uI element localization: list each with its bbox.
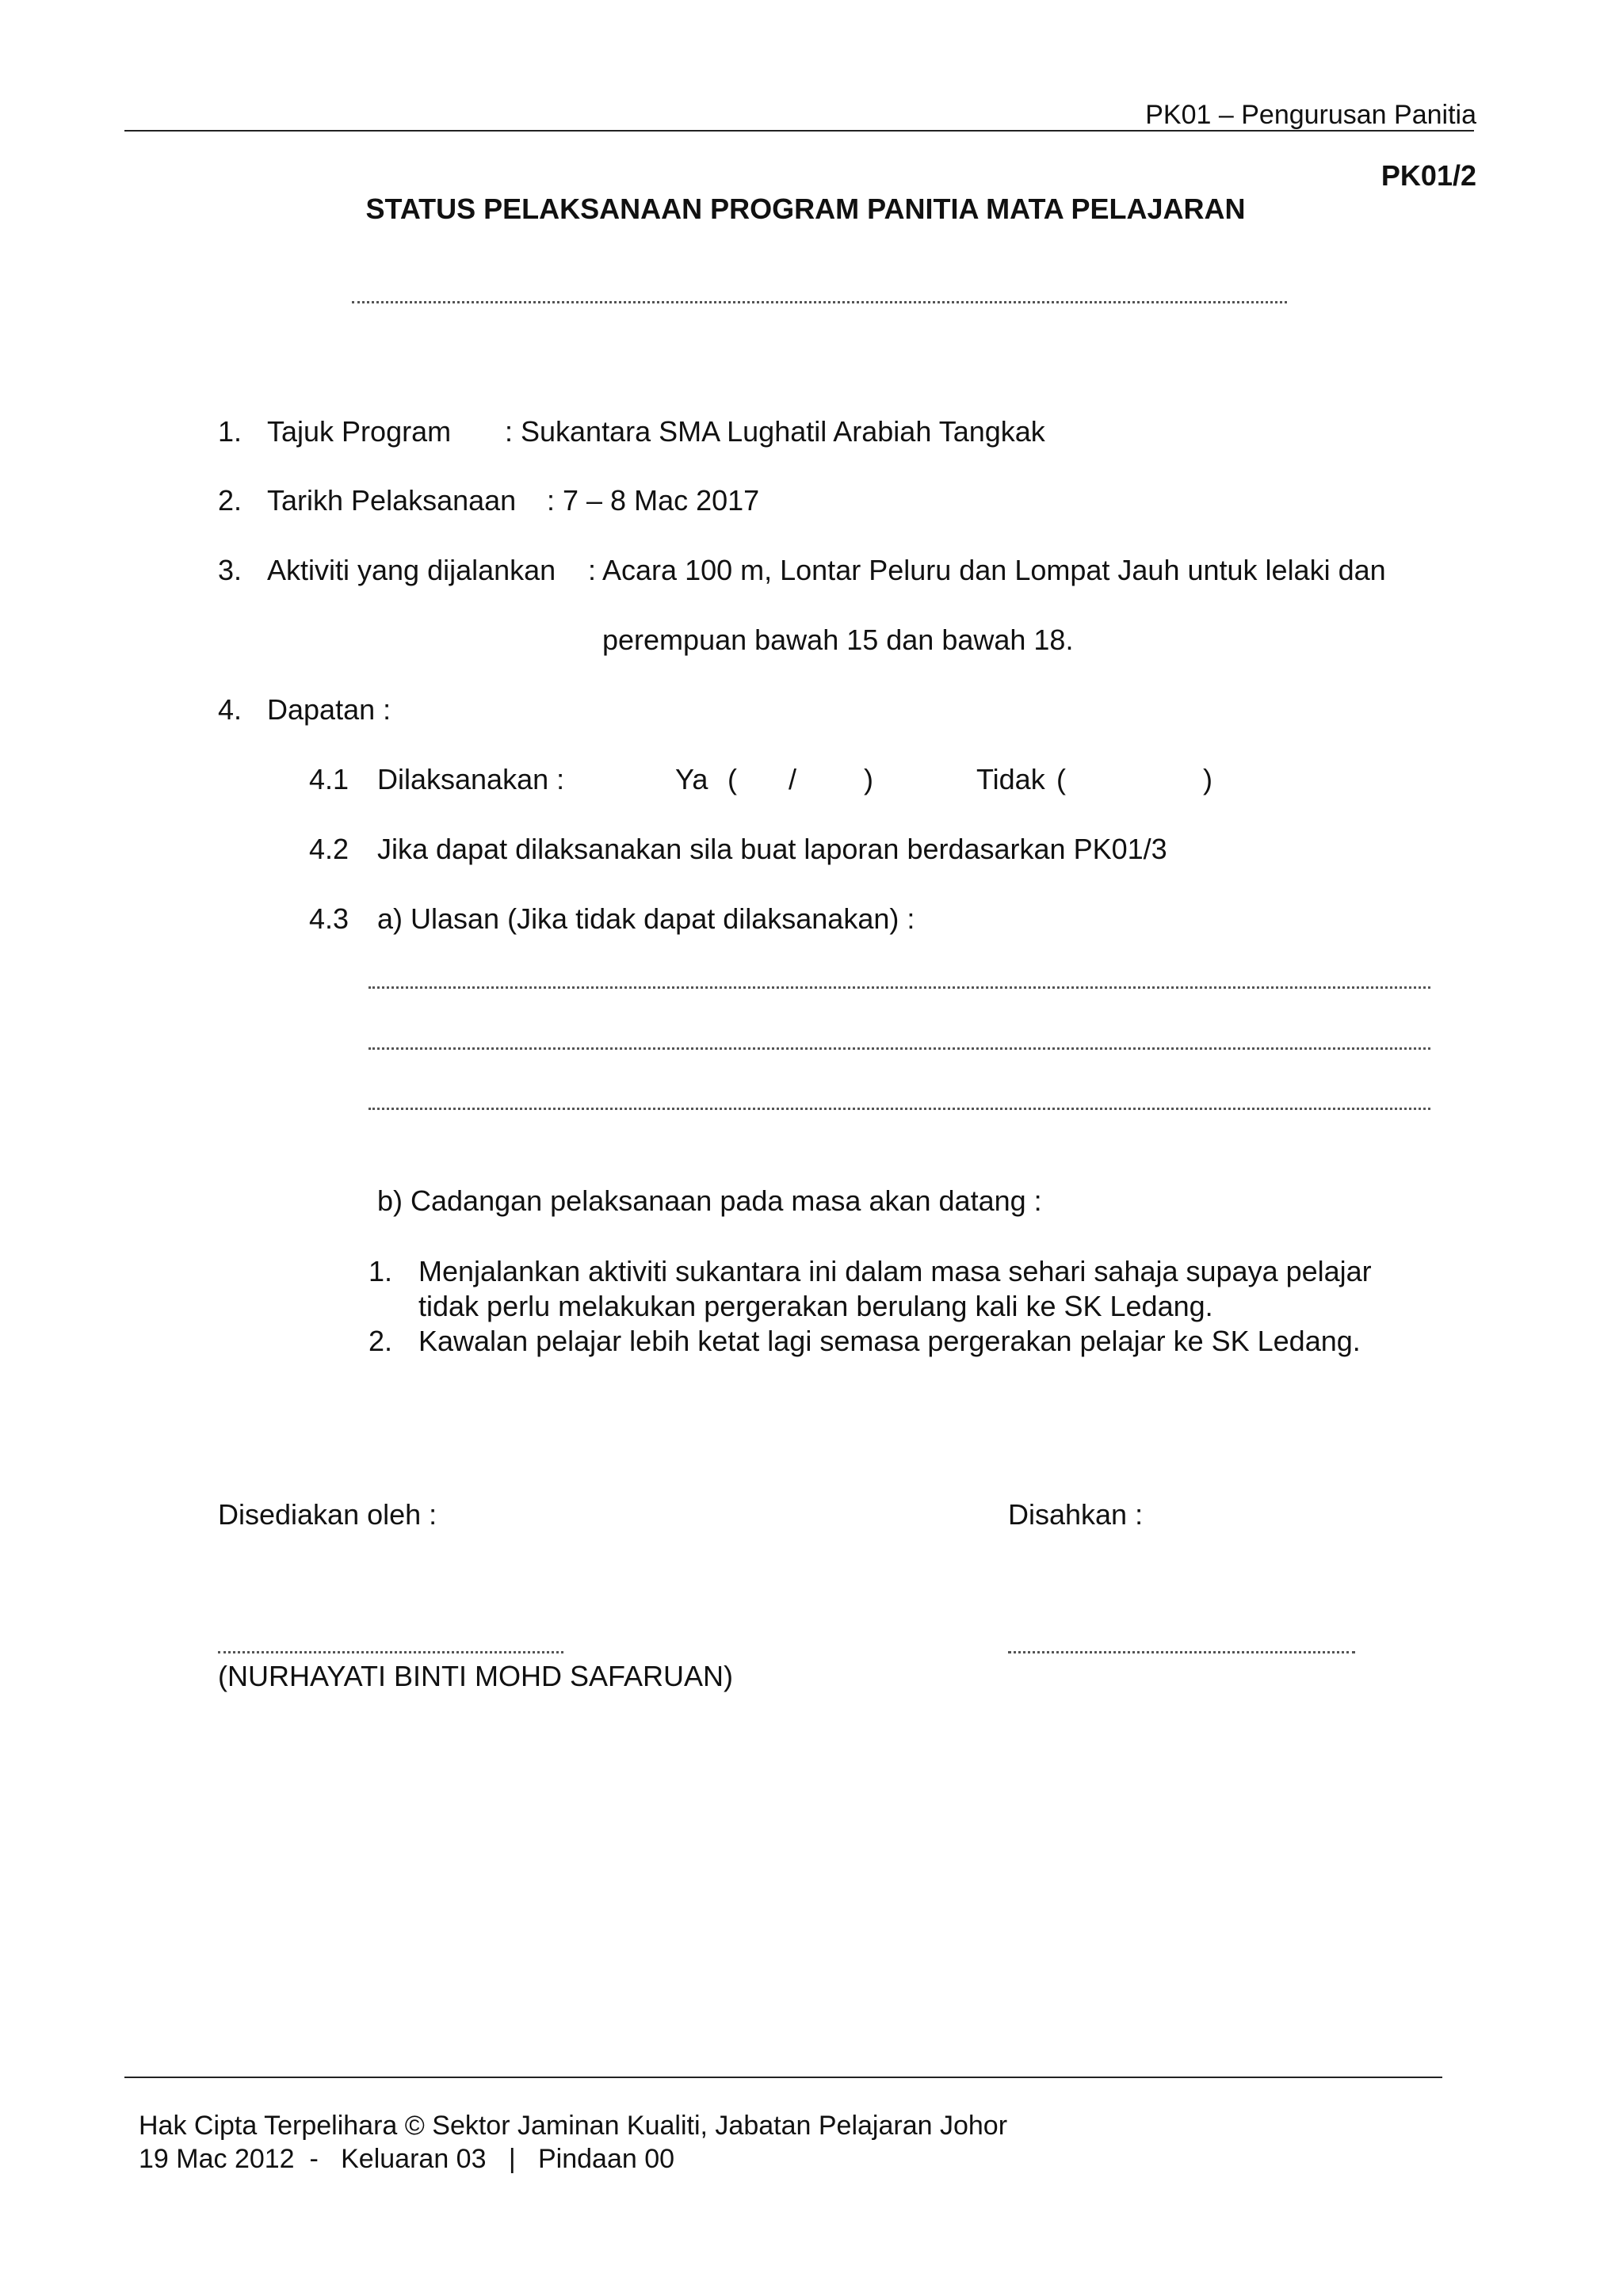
sub-4-3-number: 4.3 (309, 902, 349, 935)
item-2-value: : 7 – 8 Mac 2017 (547, 484, 760, 517)
cadangan-1-line-2: tidak perlu melakukan pergerakan berulang kali ke SK Ledang. (418, 1290, 1213, 1322)
ulasan-line-3 (369, 1108, 1430, 1110)
tidak-open-bracket: ( (1056, 763, 1066, 795)
subject-fill-line (352, 301, 1287, 303)
approved-signature-line (1008, 1651, 1355, 1653)
prepared-by-name: (NURHAYATI BINTI MOHD SAFARUAN) (218, 1660, 734, 1692)
item-2-number: 2. (218, 484, 242, 517)
item-3-value: : Acara 100 m, Lontar Peluru dan Lompat Jauh untuk lelaki dan (588, 554, 1386, 586)
header-rule (124, 130, 1474, 132)
item-3-value-continued: perempuan bawah 15 dan bawah 18. (602, 624, 1074, 656)
sub-4-1-label: Dilaksanakan : (377, 763, 565, 795)
sub-4-1-number: 4.1 (309, 763, 349, 795)
cadangan-heading: b) Cadangan pelaksanaan pada masa akan datang : (377, 1184, 1042, 1217)
item-1-number: 1. (218, 415, 242, 448)
ya-open-bracket: ( (727, 763, 737, 795)
tidak-label: Tidak (976, 763, 1045, 795)
item-3-label: Aktiviti yang dijalankan (267, 554, 556, 586)
sub-4-2-number: 4.2 (309, 833, 349, 865)
item-2-label: Tarikh Pelaksanaan (267, 484, 517, 517)
form-code: PK01/2 (1381, 159, 1476, 192)
ya-close-bracket: ) (864, 763, 873, 795)
item-1-label: Tajuk Program (267, 415, 452, 448)
item-4-label: Dapatan : (267, 693, 391, 726)
prepared-signature-line (218, 1651, 563, 1653)
cadangan-1-line-1: Menjalankan aktiviti sukantara ini dalam masa sehari sahaja supaya pelajar (418, 1255, 1372, 1287)
cadangan-2-number: 2. (369, 1325, 393, 1357)
footer-copyright: Hak Cipta Terpelihara © Sektor Jaminan Kualiti, Jabatan Pelajaran Johor (139, 2111, 1008, 2141)
ya-check-mark: / (789, 763, 797, 795)
cadangan-1-number: 1. (369, 1255, 393, 1287)
footer-rule (124, 2077, 1442, 2078)
running-header: PK01 – Pengurusan Panitia (1145, 100, 1476, 130)
ya-label: Ya (675, 763, 708, 795)
item-1-value: : Sukantara SMA Lughatil Arabiah Tangkak (505, 415, 1045, 448)
prepared-by-label: Disediakan oleh : (218, 1498, 437, 1531)
sub-4-3-text: a) Ulasan (Jika tidak dapat dilaksanakan) : (377, 902, 915, 935)
item-4-number: 4. (218, 693, 242, 726)
tidak-close-bracket: ) (1203, 763, 1212, 795)
ulasan-line-2 (369, 1047, 1430, 1050)
footer-issue: 19 Mac 2012 - Keluaran 03 | Pindaan 00 (139, 2144, 675, 2174)
approved-by-label: Disahkan : (1008, 1498, 1144, 1531)
sub-4-2-text: Jika dapat dilaksanakan sila buat laporan berdasarkan PK01/3 (377, 833, 1167, 865)
cadangan-2-line-1: Kawalan pelajar lebih ketat lagi semasa pergerakan pelajar ke SK Ledang. (418, 1325, 1361, 1357)
page-title: STATUS PELAKSANAAN PROGRAM PANITIA MATA PELAJARAN (365, 193, 1246, 225)
ulasan-line-1 (369, 986, 1430, 989)
item-3-number: 3. (218, 554, 242, 586)
